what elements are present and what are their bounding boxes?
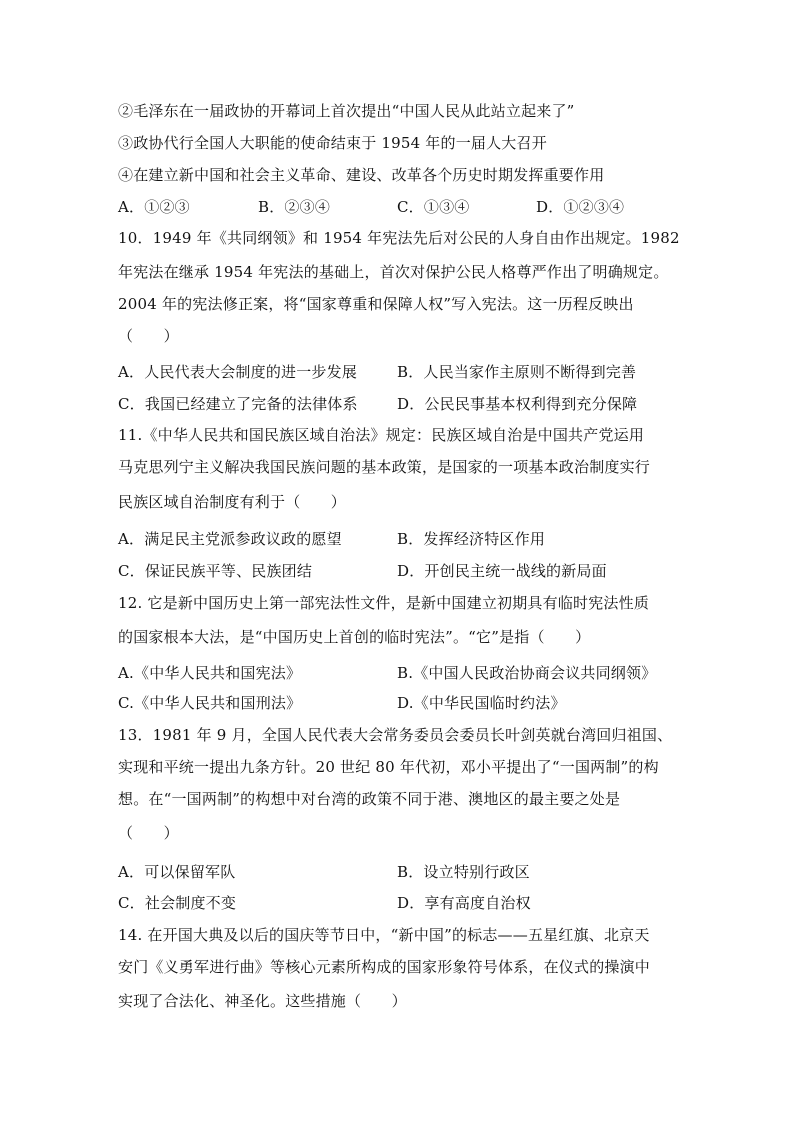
q11-stem-line-2: 马克思列宁主义解决我国民族问题的基本政策，是国家的一项基本政治制度实行 [118,458,651,476]
q10-answer-blank: （ ） [118,327,179,345]
q14-stem-line-1: 14. 在开国大典及以后的国庆等节日中，“新中国”的标志——五星红旗、北京天 [118,926,650,944]
q12-option-c: C.《中华人民共和国刑法》 [118,694,302,712]
q12-option-a: A.《中华人民共和国宪法》 [118,664,302,682]
q11-stem-line-3: 民族区域自治制度有利于（ ） [118,493,347,511]
q9-option-c: C．①③④ [397,198,470,216]
q11-option-d: D．开创民主统一战线的新局面 [397,562,607,580]
q12-stem-line-1: 12. 它是新中国历史上第一部宪法性文件，是新中国建立初期具有临时宪法性质 [118,594,650,612]
q14-stem-line-3: 实现了合法化、神圣化。这些措施（ ） [118,992,407,1010]
q9-statement-2: ②毛泽东在一届政协的开幕词上首次提出“中国人民从此站立起来了” [118,102,575,120]
q13-option-d: D．享有高度自治权 [397,894,531,912]
q10-option-b: B．人民当家作主原则不断得到完善 [397,363,637,381]
q9-option-d: D．①②③④ [536,198,625,216]
q10-option-a: A．人民代表大会制度的进一步发展 [118,363,358,381]
q11-stem-line-1: 11.《中华人民共和国民族区域自治法》规定：民族区域自治是中国共产党运用 [118,426,645,444]
q10-option-c: C．我国已经建立了完备的法律体系 [118,395,358,413]
q11-option-b: B．发挥经济特区作用 [397,530,546,548]
q13-option-a: A．可以保留军队 [118,863,236,881]
q10-stem-line-3: 2004 年的宪法修正案，将“国家尊重和保障人权”写入宪法。这一历程反映出 [118,295,634,313]
q12-option-d: D.《中华民国临时约法》 [397,694,566,712]
q12-option-b: B.《中国人民政治协商会议共同纲领》 [397,664,657,682]
q9-option-a: A．①②③ [118,198,190,216]
q10-stem-line-2: 年宪法在继承 1954 年宪法的基础上，首次对保护公民人格尊严作出了明确规定。 [118,263,669,281]
q10-option-d: D．公民民事基本权利得到充分保障 [397,395,638,413]
q9-option-b: B．②③④ [258,198,331,216]
q14-stem-line-2: 安门《义勇军进行曲》等核心元素所构成的国家形象符号体系，在仪式的操演中 [118,958,651,976]
q13-stem-line-1: 13．1981 年 9 月，全国人民代表大会常务委员会委员长叶剑英就台湾回归祖国、 [118,726,673,744]
q13-answer-blank: （ ） [118,824,179,842]
q13-stem-line-3: 想。在“一国两制”的构想中对台湾的政策不同于港、澳地区的最主要之处是 [118,790,621,808]
q10-stem-line-1: 10．1949 年《共同纲领》和 1954 年宪法先后对公民的人身自由作出规定。1982 [118,229,680,247]
q13-option-c: C．社会制度不变 [118,894,237,912]
q11-option-c: C．保证民族平等、民族团结 [118,562,313,580]
q12-stem-line-2: 的国家根本大法，是“中国历史上首创的临时宪法”。“它”是指（ ） [118,628,591,646]
q13-stem-line-2: 实现和平统一提出九条方针。20 世纪 80 年代初，邓小平提出了“一国两制”的构 [118,758,659,776]
q9-statement-3: ③政协代行全国人大职能的使命结束于 1954 年的一届人大召开 [118,134,547,152]
q9-statement-4: ④在建立新中国和社会主义革命、建设、改革各个历史时期发挥重要作用 [118,166,605,184]
q11-option-a: A．满足民主党派参政议政的愿望 [118,530,342,548]
q13-option-b: B．设立特别行政区 [397,863,530,881]
